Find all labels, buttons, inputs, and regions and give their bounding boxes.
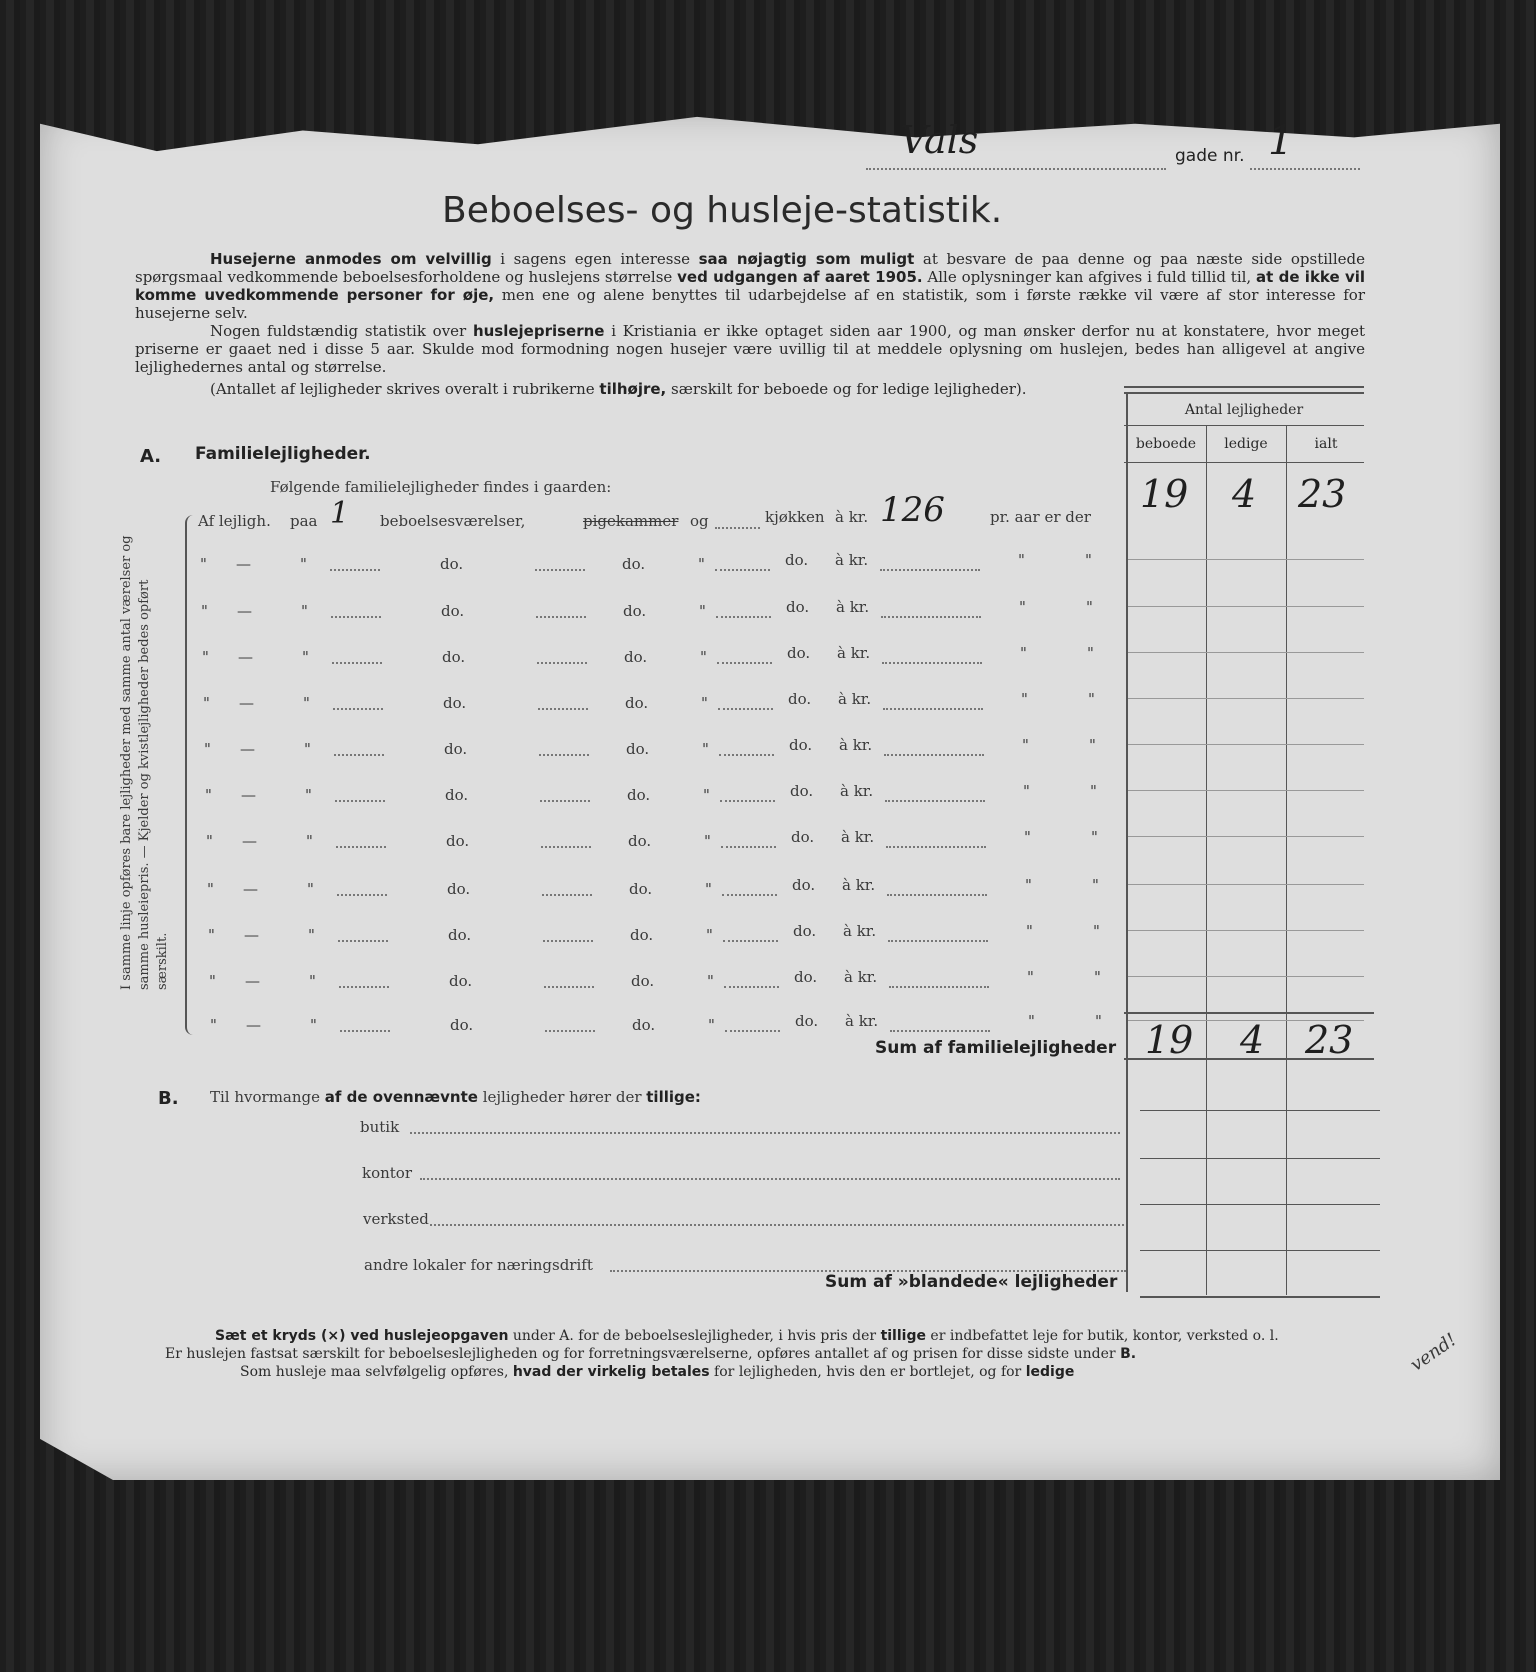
table-row-line bbox=[1128, 606, 1364, 607]
b-row-line-2 bbox=[1140, 1158, 1380, 1159]
row1-akr: à kr. bbox=[835, 508, 869, 526]
table-row-line bbox=[1128, 930, 1364, 931]
table-row-line bbox=[1128, 836, 1364, 837]
row-pige-dots bbox=[536, 616, 586, 618]
row-quote-2: " bbox=[304, 740, 311, 758]
row-price-dots bbox=[882, 662, 982, 664]
row1-og: og bbox=[690, 512, 709, 530]
row-do-1: do. bbox=[443, 694, 467, 712]
row-do-3: do. bbox=[787, 644, 811, 662]
row-dash: — bbox=[239, 694, 254, 712]
row-do-3: do. bbox=[793, 922, 817, 940]
table-row-line bbox=[1128, 884, 1364, 885]
row-quote-2: " bbox=[309, 972, 316, 990]
row-quote-2: " bbox=[307, 880, 314, 898]
row-pige-dots bbox=[540, 800, 590, 802]
row-quote-3: " bbox=[699, 602, 706, 620]
row-price-dots bbox=[880, 569, 980, 571]
intro-paragraph-3: (Antallet af lejligheder skrives overalt i rubrikerne tilhøjre, særskilt for beboede og for ledige lejligheder). bbox=[210, 380, 1027, 398]
row-dash: — bbox=[241, 786, 256, 804]
col-head-ledige: ledige bbox=[1224, 436, 1268, 452]
row1-rooms[interactable]: 1 bbox=[330, 496, 350, 531]
row1-kjokken: kjøkken bbox=[765, 508, 825, 526]
sum-a-label: Sum af familielejligheder bbox=[875, 1038, 1117, 1058]
table-left-border bbox=[1126, 392, 1128, 1292]
row-dash: — bbox=[240, 740, 255, 758]
row-quote-5: " bbox=[1088, 690, 1095, 708]
row-quote: " bbox=[203, 694, 210, 712]
row-quote: " bbox=[205, 786, 212, 804]
row-price-dots bbox=[887, 894, 987, 896]
row-quote-5: " bbox=[1086, 598, 1093, 616]
row-price-dots bbox=[883, 708, 983, 710]
row-kjokken-dots bbox=[720, 800, 775, 802]
table-group-head: Antal lejligheder bbox=[1184, 402, 1304, 418]
section-a-intro: Følgende familielejligheder findes i gaarden: bbox=[270, 478, 612, 496]
item-verksted: verksted bbox=[363, 1210, 429, 1228]
row-akr: à kr. bbox=[836, 598, 870, 616]
sum-b-line bbox=[1140, 1296, 1380, 1298]
row-quote-4: " bbox=[1026, 922, 1033, 940]
row-quote-4: " bbox=[1024, 828, 1031, 846]
row1-label: Af lejligh. bbox=[198, 512, 271, 530]
row-do-1: do. bbox=[446, 832, 470, 850]
row-do-1: do. bbox=[444, 740, 468, 758]
row1-ialt[interactable]: 23 bbox=[1298, 472, 1347, 516]
row-quote-2: " bbox=[306, 832, 313, 850]
row-price-dots bbox=[885, 800, 985, 802]
sum-a-beboede[interactable]: 19 bbox=[1145, 1018, 1194, 1062]
row-quote-4: " bbox=[1022, 736, 1029, 754]
table-row-line bbox=[1128, 652, 1364, 653]
row-quote-2: " bbox=[303, 694, 310, 712]
row-akr: à kr. bbox=[837, 644, 871, 662]
row-quote: " bbox=[204, 740, 211, 758]
sum-a-top-line bbox=[1124, 1012, 1374, 1014]
item-butik-dots bbox=[410, 1132, 1120, 1134]
section-a-letter: A. bbox=[140, 446, 162, 467]
row-do-2: do. bbox=[631, 972, 655, 990]
row-do-2: do. bbox=[625, 694, 649, 712]
row-do-1: do. bbox=[449, 972, 473, 990]
row-quote: " bbox=[210, 1016, 217, 1034]
street-suffix: gade nr. bbox=[1175, 146, 1245, 166]
section-a-title: Familielejligheder. bbox=[195, 444, 371, 464]
item-verksted-dots bbox=[430, 1224, 1124, 1226]
table-top-line-2 bbox=[1124, 392, 1364, 394]
number-dotline bbox=[1250, 168, 1360, 170]
row-do-3: do. bbox=[789, 736, 813, 754]
b-row-line-4 bbox=[1140, 1250, 1380, 1251]
col-head-beboede: beboede bbox=[1135, 436, 1197, 452]
table-top-line bbox=[1124, 386, 1364, 388]
row-akr: à kr. bbox=[843, 922, 877, 940]
row-quote-3: " bbox=[705, 880, 712, 898]
table-group-line bbox=[1124, 425, 1364, 426]
row-quote-4: " bbox=[1021, 690, 1028, 708]
row1-beboelsesvaerelser: beboelsesværelser, bbox=[380, 512, 526, 530]
row-quote-5: " bbox=[1095, 1012, 1102, 1030]
row-quote-5: " bbox=[1093, 922, 1100, 940]
row-price-dots bbox=[884, 754, 984, 756]
row-rooms-dots bbox=[337, 894, 387, 896]
row-kjokken-dots bbox=[718, 708, 773, 710]
row-pige-dots bbox=[542, 894, 592, 896]
row-quote: " bbox=[208, 926, 215, 944]
row-quote-3: " bbox=[698, 555, 705, 573]
row-quote: " bbox=[200, 555, 207, 573]
row-kjokken-dots bbox=[719, 754, 774, 756]
row-pige-dots bbox=[544, 986, 594, 988]
footer-line-1: Sæt et kryds (×) ved huslejeopgaven under A. for de beboelseslejligheder, i hvis pris der tillige er indbefattet leje for butik, kontor, verksted o. l. bbox=[215, 1328, 1279, 1344]
row-do-3: do. bbox=[790, 782, 814, 800]
row-quote-3: " bbox=[700, 648, 707, 666]
row-dash: — bbox=[243, 880, 258, 898]
row-quote-2: " bbox=[302, 648, 309, 666]
row-do-2: do. bbox=[623, 602, 647, 620]
row-do-3: do. bbox=[791, 828, 815, 846]
table-row-line bbox=[1128, 698, 1364, 699]
row-quote-4: " bbox=[1019, 598, 1026, 616]
row1-per-year: pr. aar er der bbox=[990, 508, 1091, 526]
row1-beboede[interactable]: 19 bbox=[1140, 472, 1189, 516]
row-rooms-dots bbox=[330, 569, 380, 571]
row-quote: " bbox=[209, 972, 216, 990]
intro-paragraph-2: Nogen fuldstændig statistik over huslejepriserne i Kristiania er ikke optaget siden aar 1900, og man ønsker derfor nu at konstatere, hvor meget priserne er gaaet ned i disse 5 aar. Skulde mod formodning nogen husejer være uvillig til at meddele oplysning om huslejen, bedes han alligevel at angive lejlighedernes antal og størrelse. bbox=[135, 322, 1365, 376]
row1-price[interactable]: 126 bbox=[880, 490, 945, 530]
row-quote-3: " bbox=[706, 926, 713, 944]
row-quote-2: " bbox=[310, 1016, 317, 1034]
row-pige-dots bbox=[541, 846, 591, 848]
row-kjokken-dots bbox=[716, 616, 771, 618]
row-quote-2: " bbox=[305, 786, 312, 804]
b-row-line-3 bbox=[1140, 1204, 1380, 1205]
row-do-3: do. bbox=[795, 1012, 819, 1030]
row-do-3: do. bbox=[786, 598, 810, 616]
row-rooms-dots bbox=[336, 846, 386, 848]
row-do-3: do. bbox=[792, 876, 816, 894]
row-do-2: do. bbox=[629, 880, 653, 898]
row1-pigekammer: pigekammer bbox=[583, 512, 679, 530]
row-quote: " bbox=[202, 648, 209, 666]
row-do-1: do. bbox=[450, 1016, 474, 1034]
row1-ledige[interactable]: 4 bbox=[1232, 472, 1257, 516]
row-do-1: do. bbox=[448, 926, 472, 944]
row-quote-4: " bbox=[1020, 644, 1027, 662]
row-quote-4: " bbox=[1025, 876, 1032, 894]
side-note: I samme linje opføres bare lejligheder med samme antal værelser og samme husleiepris. — Kjelder og kvistlejligheder bedes opført særskilt. bbox=[119, 535, 170, 990]
row-akr: à kr. bbox=[838, 690, 872, 708]
row-akr: à kr. bbox=[840, 782, 874, 800]
row-quote-2: " bbox=[301, 602, 308, 620]
intro-paragraph-1: Husejerne anmodes om velvillig i sagens egen interesse saa nøjagtig som muligt at besvare de paa denne og paa næste side opstillede spørgsmaal vedkommende beboelsesforholdene og huslejens størrelse ved udgangen af aaret 1905. Alle oplysninger kan afgives i fuld tillid til, at de ikke vil komme uvedkommende personer for øje, men ene og alene benyttes til udarbejdelse af en statistik, som i første række vil være af stor interesse for husejerne selv. bbox=[135, 250, 1366, 322]
item-kontor-dots bbox=[420, 1178, 1120, 1180]
col-head-ialt: ialt bbox=[1314, 436, 1338, 452]
table-row-line bbox=[1128, 559, 1364, 560]
row-quote-2: " bbox=[308, 926, 315, 944]
row-rooms-dots bbox=[335, 800, 385, 802]
row-kjokken-dots bbox=[723, 940, 778, 942]
row-rooms-dots bbox=[340, 1030, 390, 1032]
table-row-line bbox=[1128, 744, 1364, 745]
row-quote-3: " bbox=[702, 740, 709, 758]
row-do-1: do. bbox=[447, 880, 471, 898]
row-brace bbox=[185, 515, 197, 1035]
row-rooms-dots bbox=[338, 940, 388, 942]
row-rooms-dots bbox=[332, 662, 382, 664]
row-quote-3: " bbox=[707, 972, 714, 990]
row-do-1: do. bbox=[445, 786, 469, 804]
footer-line-3: Som husleje maa selvfølgelig opføres, hvad der virkelig betales for lejligheden, hvis den er bortlejet, og for ledige bbox=[240, 1364, 1075, 1380]
row-quote-4: " bbox=[1028, 1012, 1035, 1030]
vend-note: vend! bbox=[1406, 1329, 1461, 1376]
item-butik: butik bbox=[360, 1118, 400, 1136]
page-title: Beboelses- og husleje-statistik. bbox=[442, 190, 1003, 231]
row-quote-4: " bbox=[1018, 551, 1025, 569]
row-akr: à kr. bbox=[841, 828, 875, 846]
row-kjokken-dots bbox=[725, 1030, 780, 1032]
sum-a-ialt[interactable]: 23 bbox=[1305, 1018, 1354, 1062]
street-handwritten: Vals bbox=[900, 118, 979, 162]
table-col-divider-1 bbox=[1206, 425, 1207, 1295]
row1-dots bbox=[715, 527, 760, 529]
row-dash: — bbox=[245, 972, 260, 990]
row-dash: — bbox=[238, 648, 253, 666]
row-akr: à kr. bbox=[844, 968, 878, 986]
row-quote-3: " bbox=[704, 832, 711, 850]
row-pige-dots bbox=[535, 569, 585, 571]
row-do-2: do. bbox=[632, 1016, 656, 1034]
row-do-2: do. bbox=[622, 555, 646, 573]
b-row-line-1 bbox=[1140, 1110, 1380, 1111]
row-quote-2: " bbox=[300, 555, 307, 573]
row-pige-dots bbox=[545, 1030, 595, 1032]
row-do-3: do. bbox=[788, 690, 812, 708]
table-col-divider-2 bbox=[1286, 425, 1287, 1295]
table-row-line bbox=[1128, 790, 1364, 791]
row-do-2: do. bbox=[630, 926, 654, 944]
row-quote-3: " bbox=[701, 694, 708, 712]
row-do-3: do. bbox=[785, 551, 809, 569]
row-do-2: do. bbox=[627, 786, 651, 804]
row1-paa: paa bbox=[290, 512, 318, 530]
row-quote-5: " bbox=[1090, 782, 1097, 800]
item-kontor: kontor bbox=[362, 1164, 413, 1182]
row-pige-dots bbox=[537, 662, 587, 664]
table-row-line bbox=[1128, 976, 1364, 977]
row-akr: à kr. bbox=[839, 736, 873, 754]
row-quote: " bbox=[206, 832, 213, 850]
row-dash: — bbox=[237, 602, 252, 620]
number-handwritten: 1 bbox=[1268, 118, 1294, 164]
row-rooms-dots bbox=[334, 754, 384, 756]
col-head-line bbox=[1124, 462, 1364, 463]
row-do-2: do. bbox=[624, 648, 648, 666]
sum-b-label: Sum af »blandede« lejligheder bbox=[825, 1272, 1118, 1292]
row-rooms-dots bbox=[333, 708, 383, 710]
row-quote-4: " bbox=[1027, 968, 1034, 986]
row-do-1: do. bbox=[440, 555, 464, 573]
row-quote-5: " bbox=[1091, 828, 1098, 846]
row-price-dots bbox=[889, 986, 989, 988]
row-quote-5: " bbox=[1087, 644, 1094, 662]
row-quote-5: " bbox=[1094, 968, 1101, 986]
row-quote-3: " bbox=[708, 1016, 715, 1034]
row-kjokken-dots bbox=[721, 846, 776, 848]
row-do-3: do. bbox=[794, 968, 818, 986]
row-akr: à kr. bbox=[845, 1012, 879, 1030]
row-dash: — bbox=[246, 1016, 261, 1034]
row-price-dots bbox=[888, 940, 988, 942]
row-kjokken-dots bbox=[722, 894, 777, 896]
row-pige-dots bbox=[539, 754, 589, 756]
row-quote-4: " bbox=[1023, 782, 1030, 800]
footer-line-2: Er huslejen fastsat særskilt for beboelseslejligheden og for forretningsværelserne, opføres antallet af og prisen for disse sidste under B. bbox=[165, 1346, 1137, 1362]
row-pige-dots bbox=[543, 940, 593, 942]
row-quote-5: " bbox=[1085, 551, 1092, 569]
row-quote-3: " bbox=[703, 786, 710, 804]
row-akr: à kr. bbox=[842, 876, 876, 894]
row-quote-5: " bbox=[1089, 736, 1096, 754]
row-dash: — bbox=[242, 832, 257, 850]
row-do-2: do. bbox=[628, 832, 652, 850]
row-rooms-dots bbox=[339, 986, 389, 988]
row-quote-5: " bbox=[1092, 876, 1099, 894]
row-akr: à kr. bbox=[835, 551, 869, 569]
row-price-dots bbox=[890, 1030, 990, 1032]
row-price-dots bbox=[886, 846, 986, 848]
section-b-letter: B. bbox=[158, 1088, 179, 1109]
item-andre: andre lokaler for næringsdrift bbox=[364, 1256, 593, 1274]
row-do-1: do. bbox=[441, 602, 465, 620]
section-b-question: Til hvormange af de ovennævnte lejligheder hører der tillige: bbox=[210, 1088, 701, 1106]
row-quote: " bbox=[207, 880, 214, 898]
row-price-dots bbox=[881, 616, 981, 618]
row-do-2: do. bbox=[626, 740, 650, 758]
row-kjokken-dots bbox=[717, 662, 772, 664]
sum-a-ledige[interactable]: 4 bbox=[1240, 1018, 1265, 1062]
row-quote: " bbox=[201, 602, 208, 620]
street-dotline bbox=[866, 168, 1166, 170]
row-rooms-dots bbox=[331, 616, 381, 618]
row-do-1: do. bbox=[442, 648, 466, 666]
row-dash: — bbox=[244, 926, 259, 944]
row-pige-dots bbox=[538, 708, 588, 710]
row-kjokken-dots bbox=[724, 986, 779, 988]
row-dash: — bbox=[236, 555, 251, 573]
row-kjokken-dots bbox=[715, 569, 770, 571]
